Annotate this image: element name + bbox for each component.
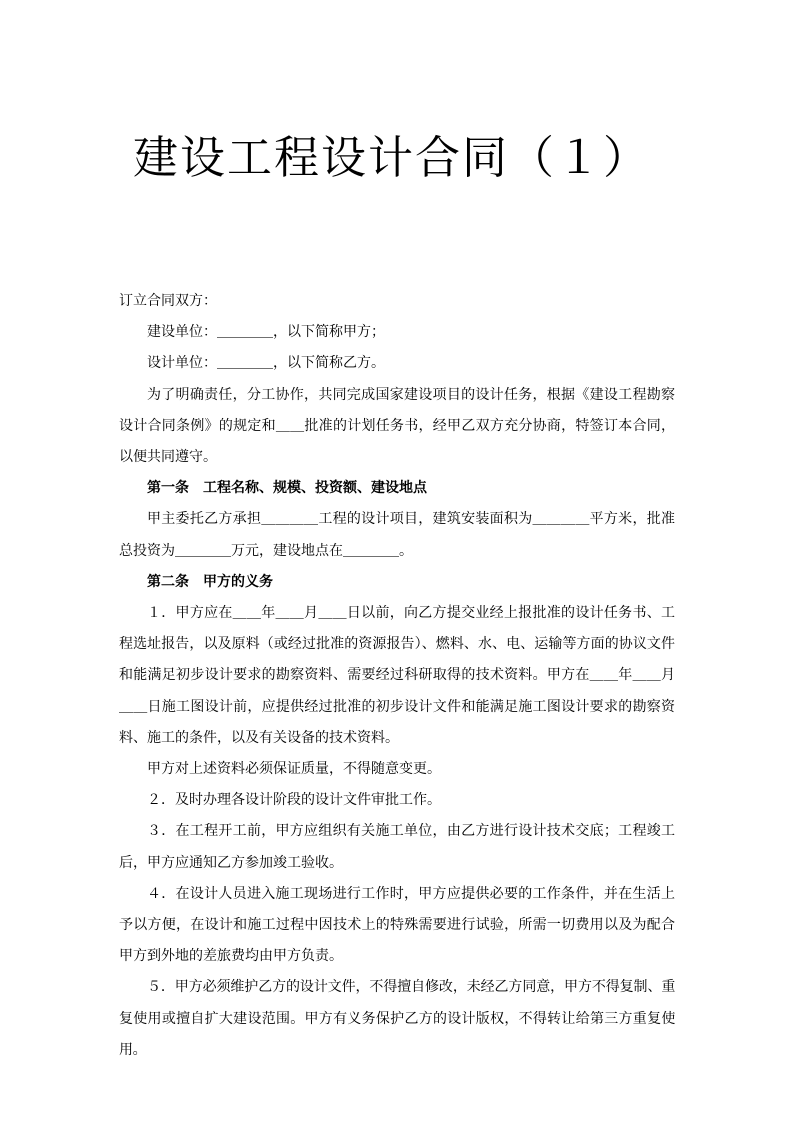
document-body [119, 286, 675, 1066]
clause-3-paragraph: ３．在工程开工前，甲方应组织有关施工单位，由乙方进行设计技术交底；工程竣工后，甲方应通知乙方参加竣工验收。 [119, 823, 675, 871]
clause-1-paragraph: １．甲方应在＿＿年＿＿月＿＿日以前，向乙方提交业经上报批准的设计任务书、工程选址报告，以及原料（或经过批准的资源报告）、燃料、水、电、运输等方面的协议文件和能满足初步设计要求的勘察资料、需要经过科研取得的技术资料。甲方在＿＿年＿＿月＿＿日施工图设计前，应提供经过批准的初步设计文件和能满足施工图设计要求的勘察资料、施工的条件，以及有关设备的技术资料。 [119, 605, 675, 746]
party-a-line: 建设单位：＿＿＿＿，以下简称甲方； [147, 324, 385, 341]
clause-5-paragraph: ５．甲方必须维护乙方的设计文件，不得擅自修改，未经乙方同意，甲方不得复制、重复使用或擅自扩大建设范围。甲方有义务保护乙方的设计版权，不得转让给第三方重复使用。 [119, 979, 675, 1058]
article-1-paragraph: 甲主委托乙方承担＿＿＿＿工程的设计项目，建筑安装面积为＿＿＿＿平方米，批准总投资为＿＿＿＿万元，建设地点在＿＿＿＿。 [119, 511, 675, 559]
article-1-heading: 第一条 工程名称、规模、投资额、建设地点 [147, 480, 427, 497]
clause-4-paragraph: ４．在设计人员进入施工现场进行工作时，甲方应提供必要的工作条件，并在生活上予以方便，在设计和施工过程中因技术上的特殊需要进行试验，所需一切费用以及为配合甲方到外地的差旅费均由甲方负责。 [119, 885, 675, 965]
document-title: 建设工程设计合同（１） [133, 131, 651, 184]
article-2-heading: 第二条 甲方的义务 [147, 573, 273, 590]
preamble-paragraph: 为了明确责任，分工协作，共同完成国家建设项目的设计任务，根据《建设工程勘察设计合同条例》的规定和＿＿批准的计划任务书，经甲乙双方充分协商，特签订本合同，以便共同遵守。 [119, 386, 675, 466]
party-b-line: 设计单位：＿＿＿＿，以下简称乙方。 [147, 355, 385, 372]
parties-intro: 订立合同双方： [119, 293, 217, 309]
clause-2-paragraph: ２．及时办理各设计阶段的设计文件审批工作。 [147, 792, 441, 809]
quality-paragraph: 甲方对上述资料必须保证质量，不得随意变更。 [147, 761, 441, 778]
